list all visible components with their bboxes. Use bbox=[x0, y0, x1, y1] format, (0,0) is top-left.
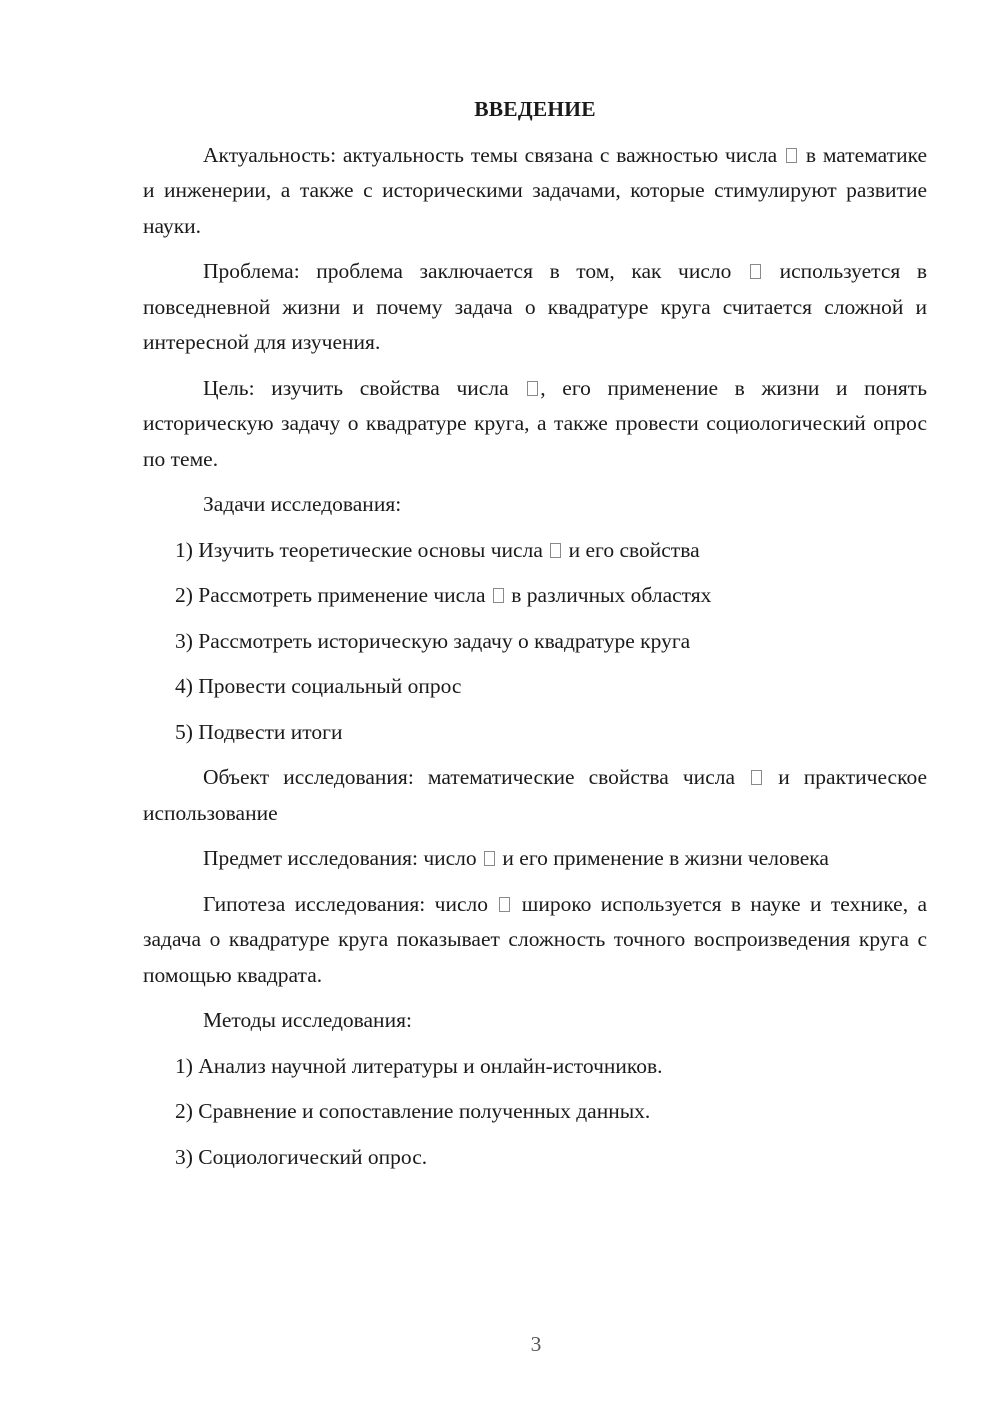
paragraph-text: и практическое использование bbox=[143, 765, 928, 825]
paragraph-text: Цель: изучить свойства числа bbox=[203, 375, 509, 400]
task-item: 3) Рассмотреть историческую задачу о квадратуре круга bbox=[175, 628, 691, 653]
page-content bbox=[143, 92, 927, 1185]
method-item: 3) Социологический опрос. bbox=[175, 1144, 428, 1169]
paragraph-text: , его применение в жизни и понять историческую задачу о квадратуре круга, а также провести социологический опрос по теме. bbox=[143, 375, 928, 471]
task-text: и его свойства bbox=[568, 537, 700, 562]
missing-glyph-box-icon bbox=[750, 264, 761, 279]
method-item: 1) Анализ научной литературы и онлайн-источников. bbox=[175, 1053, 663, 1078]
paragraph-text: в математике и инженерии, а также с историческими задачами, которые стимулируют развитие науки. bbox=[143, 142, 928, 238]
missing-glyph-box-icon bbox=[493, 588, 504, 603]
relevance-paragraph bbox=[143, 138, 927, 245]
paragraph-text: Предмет исследования: число bbox=[203, 846, 477, 870]
problem-paragraph bbox=[143, 254, 927, 361]
paragraph-text: Проблема: проблема заключается в том, как число bbox=[203, 259, 732, 283]
task-text: 2) Рассмотреть применение числа bbox=[175, 583, 486, 607]
missing-glyph-box-icon bbox=[484, 851, 495, 866]
paragraph-text: Актуальность: актуальность темы связана с важностью числа bbox=[203, 142, 778, 167]
task-item bbox=[175, 578, 927, 614]
missing-glyph-box-icon bbox=[751, 770, 762, 785]
paragraph-text: и его применение в жизни человека bbox=[502, 846, 829, 870]
task-item: 5) Подвести итоги bbox=[175, 719, 343, 744]
paragraph-text: Объект исследования: математические свойства числа bbox=[203, 765, 736, 789]
method-item: 2) Сравнение и сопоставление полученных данных. bbox=[175, 1099, 651, 1123]
missing-glyph-box-icon bbox=[527, 381, 538, 396]
object-paragraph bbox=[143, 760, 927, 831]
goal-paragraph bbox=[143, 371, 927, 478]
section-title: ВВЕДЕНИЕ bbox=[474, 97, 596, 121]
paragraph-text: используется в повседневной жизни и почему задача о квадратуре круга считается сложной и интересной для изучения. bbox=[143, 259, 927, 354]
tasks-heading: Задачи исследования: bbox=[203, 492, 402, 516]
missing-glyph-box-icon bbox=[550, 543, 561, 558]
methods-heading: Методы исследования: bbox=[203, 1008, 412, 1032]
paragraph-text: широко используется в науке и технике, а задача о квадратуре круга показывает сложность точного воспроизведения круга с помощью квадрата. bbox=[143, 891, 928, 987]
task-item: 4) Провести социальный опрос bbox=[175, 674, 462, 698]
task-item bbox=[175, 533, 927, 569]
paragraph-text: Гипотеза исследования: число bbox=[203, 891, 488, 916]
page-number: 3 bbox=[530, 1332, 542, 1356]
subject-paragraph bbox=[143, 841, 927, 877]
task-text: 1) Изучить теоретические основы числа bbox=[175, 537, 543, 562]
missing-glyph-box-icon bbox=[786, 148, 797, 163]
missing-glyph-box-icon bbox=[499, 897, 510, 912]
task-text: в различных областях bbox=[511, 583, 712, 607]
hypothesis-paragraph bbox=[143, 887, 927, 994]
